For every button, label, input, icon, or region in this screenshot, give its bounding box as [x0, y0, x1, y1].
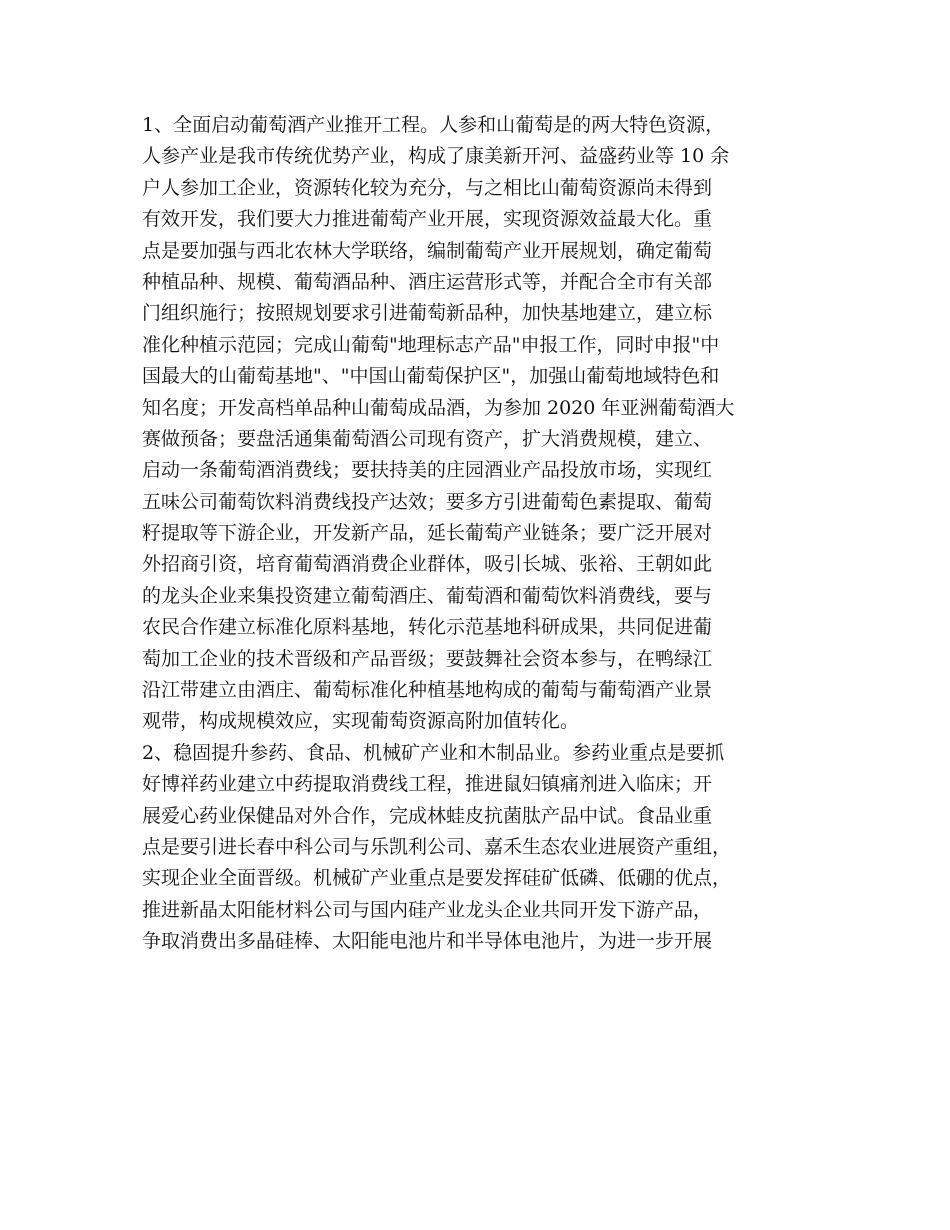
text-line: 有效开发，我们要大力推进葡萄产业开展，实现资源效益最大化。重 [142, 208, 713, 231]
text-line: 实现企业全面晋级。机械矿产业重点是要发挥硅矿低磷、低硼的优点， [142, 867, 732, 890]
text-line: 农民合作建立标准化原料基地，转化示范基地科研成果，共同促进葡 [142, 616, 713, 639]
text-line: 籽提取等下游企业，开发新产品，延长葡萄产业链条；要广泛开展对 [142, 522, 713, 545]
text-line: 户人参加工企业，资源转化较为充分，与之相比山葡萄资源尚未得到 [142, 176, 713, 199]
text-line: 的龙头企业来集投资建立葡萄酒庄、葡萄酒和葡萄饮料消费线，要与 [142, 584, 713, 607]
text-line: 萄加工企业的技术晋级和产品晋级；要鼓舞社会资本参与，在鸭绿江 [142, 647, 713, 670]
text-line: 种植品种、规模、葡萄酒品种、酒庄运营形式等，并配合全市有关部 [142, 270, 713, 293]
text-line: 沿江带建立由酒庄、葡萄标准化种植基地构成的葡萄与葡萄酒产业景 [142, 679, 713, 702]
text-line: 点是要加强与西北农林大学联络，编制葡萄产业开展规划，确定葡萄 [142, 239, 713, 262]
text-line: 2、稳固提升参药、食品、机械矿产业和木制品业。参药业重点是要抓 [142, 741, 725, 764]
text-line: 1、全面启动葡萄酒产业推开工程。人参和山葡萄是的两大特色资源， [142, 114, 725, 136]
text-line: 展爱心药业保健品对外合作，完成林蛙皮抗菌肽产品中试。食品业重 [142, 804, 713, 827]
text-line: 门组织施行；按照规划要求引进葡萄新品种，加快基地建立，建立标 [142, 302, 713, 325]
text-line: 观带，构成规模效应，实现葡萄资源高附加值转化。 [142, 710, 580, 733]
text-line: 赛做预备；要盘活通集葡萄酒公司现有资产，扩大消费规模，建立、 [142, 427, 713, 450]
text-line: 启动一条葡萄酒消费线；要扶持美的庄园酒业产品投放市场，实现红 [142, 459, 713, 482]
text-line: 五味公司葡萄饮料消费线投产达效；要多方引进葡萄色素提取、葡萄 [142, 490, 713, 513]
text-line: 准化种植示范园；完成山葡萄"地理标志产品"申报工作，同时申报"中 [142, 333, 720, 356]
text-line: 推进新晶太阳能材料公司与国内硅产业龙头企业共同开发下游产品， [142, 898, 713, 921]
text-line: 外招商引资，培育葡萄酒消费企业群体，吸引长城、张裕、王朝如此 [142, 553, 713, 576]
text-line: 知名度；开发高档单品种山葡萄成品酒，为参加 2020 年亚洲葡萄酒大 [142, 396, 735, 419]
text-line: 人参产业是我市传统优势产业，构成了康美新开河、益盛药业等 10 余 [142, 145, 730, 168]
text-line: 争取消费出多晶硅棒、太阳能电池片和半导体电池片，为进一步开展 [142, 930, 713, 953]
body-text [142, 110, 822, 958]
text-line: 好博祥药业建立中药提取消费线工程，推进鼠妇镇痛剂进入临床；开 [142, 773, 713, 796]
text-line: 点是要引进长春中科公司与乐凯利公司、嘉禾生态农业进展资产重组， [142, 835, 732, 858]
text-line: 国最大的山葡萄基地"、"中国山葡萄保护区"，加强山葡萄地域特色和 [142, 365, 720, 388]
